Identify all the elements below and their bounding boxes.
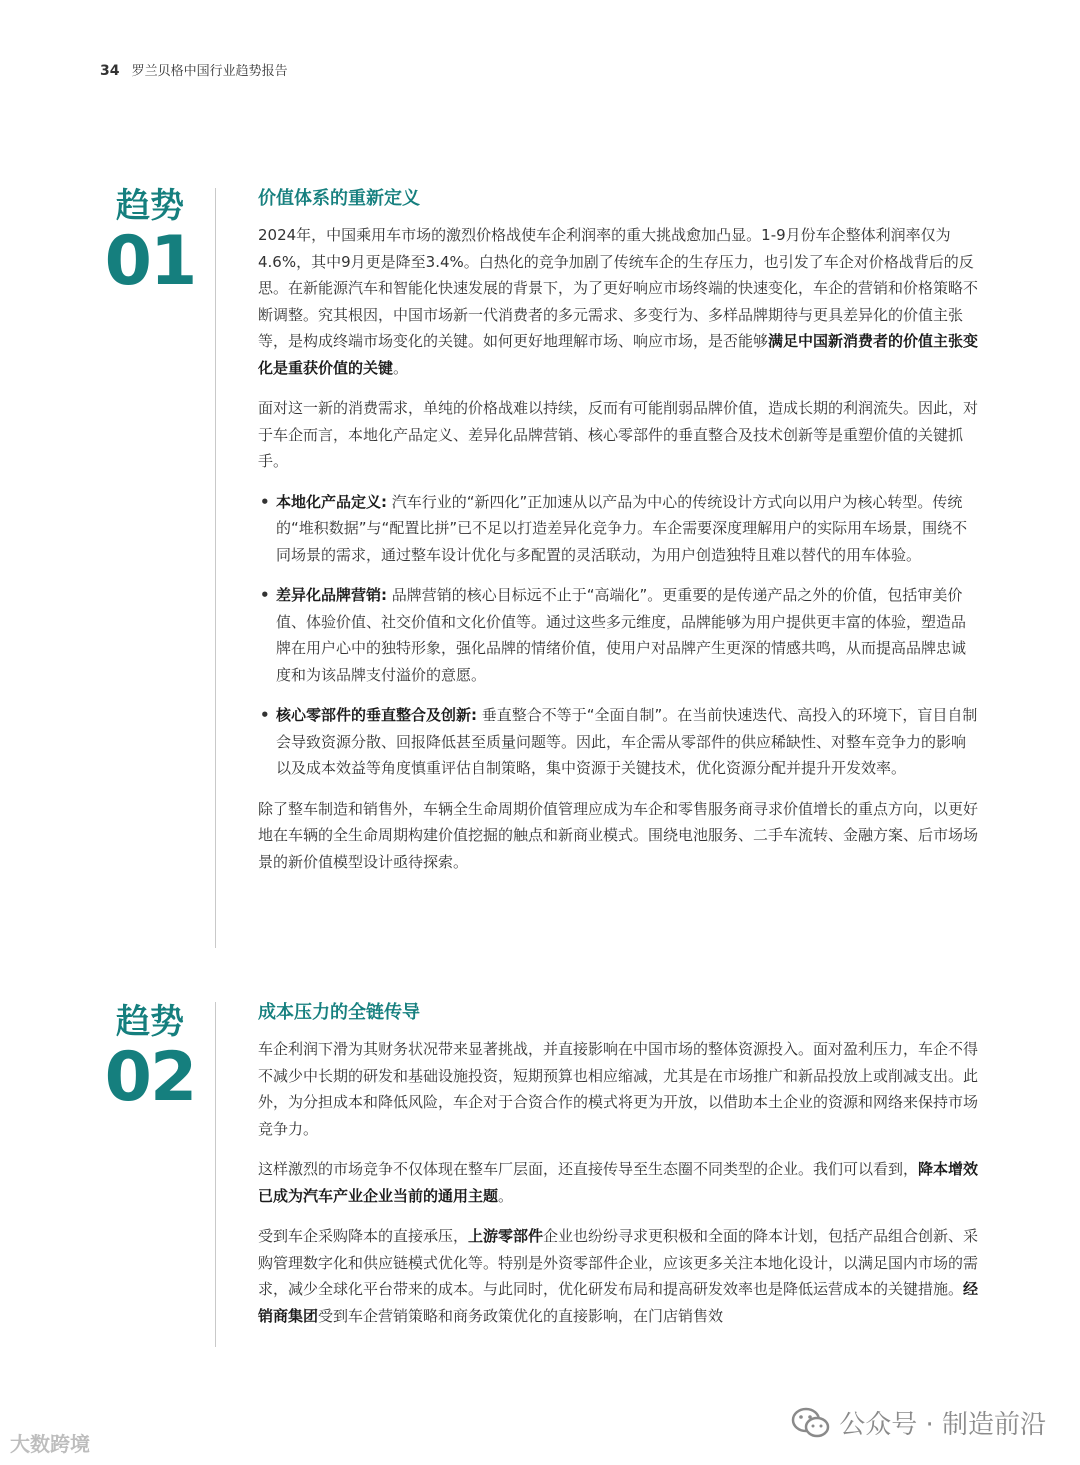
- paragraph: 这样激烈的市场竞争不仅体现在整车厂层面，还直接传导至生态圈不同类型的企业。我们可以看到，降本增效已成为汽车产业企业当前的通用主题。: [258, 1160, 979, 1205]
- watermark-corner-text: 大数跨境: [10, 1432, 90, 1456]
- bullet-list: [258, 489, 980, 782]
- trend-number: 02: [104, 1038, 196, 1117]
- trend-01-label: [100, 186, 200, 301]
- page-number: 34: [100, 63, 120, 79]
- watermark-corner: [10, 1428, 90, 1457]
- paragraph: 车企利润下滑为其财务状况带来显著挑战，并直接影响在中国市场的整体资源投入。面对盈利压力，车企不得不减少中长期的研发和基础设施投资，短期预算也相应缩减，尤其是在市场推广和新品投放上或削减支出。此外，为分担成本和降低风险，车企对于合资合作的模式将更为开放，以借助本土企业的资源和网络来保持市场竞争力。: [258, 1040, 979, 1138]
- bullet-item: • 核心零部件的垂直整合及创新: 垂直整合不等于“全面自制”。在当前快速迭代、高投入的环境下，盲目自制会导致资源分散、回报降低甚至质量问题等。因此，车企需从零部件的供应稀缺性、对整车竞争力的影响以及成本效益等角度慎重评估自制策略，集中资源于关键技术，优化资源分配并提升开发效率。: [260, 706, 978, 777]
- trend-02-section: [258, 1000, 980, 1343]
- page-header: [100, 60, 288, 79]
- report-title: 罗兰贝格中国行业趋势报告: [131, 64, 288, 79]
- paragraph: 面对这一新的消费需求，单纯的价格战难以持续，反而有可能削弱品牌价值，造成长期的利润流失。因此，对于车企而言，本地化产品定义、差异化品牌营销、核心零部件的垂直整合及技术创新等是重塑价值的关键抓手。: [258, 399, 979, 470]
- paragraph: 2024年，中国乘用车市场的激烈价格战使车企利润率的重大挑战愈加凸显。1-9月份车企整体利润率仅为4.6%，其中9月更是降至3.4%。白热化的竞争加剧了传统车企的生存压力，也引发了车企对价格战背后的反思。在新能源汽车和智能化快速发展的背景下，为了更好响应市场终端的快速变化，车企的营销和价格策略不断调整。究其根因，中国市场新一代消费者的多元需求、多变行为、多样品牌期待与更具差异化的价值主张等，是构成终端市场变化的关键。如何更好地理解市场、响应市场，是否能够满足中国新消费者的价值主张变化是重获价值的关键。: [258, 226, 979, 377]
- trend-number: 01: [104, 222, 196, 301]
- trend-02-label: [100, 1002, 200, 1117]
- bullet-item: • 本地化产品定义: 汽车行业的“新四化”正加速从以产品为中心的传统设计方式向以用户为核心转型。传统的“堆积数据”与“配置比拼”已不足以打造差异化竞争力。车企需要深度理解用户的实际用车场景，围绕不同场景的需求，通过整车设计优化与多配置的灵活联动，为用户创造独特且难以替代的用车体验。: [260, 492, 968, 564]
- wechat-icon: [791, 1407, 831, 1439]
- bullet-item: • 差异化品牌营销: 品牌营销的核心目标远不止于“高端化”。更重要的是传递产品之外的价值，包括审美价值、体验价值、社交价值和文化价值等。通过这些多元维度，品牌能够为用户提供更丰富的体验，塑造品牌在用户心中的独特形象，强化品牌的情绪价值，使用户对品牌产生更深的情感共鸣，从而提高品牌忠诚度和为该品牌支付溢价的意愿。: [260, 586, 967, 684]
- trend-word: 趋势: [116, 186, 184, 226]
- watermark-text: 公众号 · 制造前沿: [839, 1410, 1046, 1440]
- section-divider: [215, 1002, 216, 1347]
- section-heading: 成本压力的全链传导: [258, 1002, 420, 1023]
- section-heading: 价值体系的重新定义: [258, 188, 420, 209]
- watermark-wechat: [791, 1404, 1046, 1441]
- paragraph: 受到车企采购降本的直接承压，上游零部件企业也纷纷寻求更积极和全面的降本计划，包括产品组合创新、采购管理数字化和供应链模式优化等。特别是外资零部件企业，应该更多关注本地化设计，以满足国内市场的需求，减少全球化平台带来的成本。与此同时，优化研发布局和提高研发效率也是降低运营成本的关键措施。经销商集团受到车企营销策略和商务政策优化的直接影响，在门店销售效: [258, 1227, 979, 1325]
- trend-01-section: [258, 186, 980, 889]
- section-divider: [215, 188, 216, 948]
- trend-word: 趋势: [116, 1002, 184, 1042]
- paragraph: 除了整车制造和销售外，车辆全生命周期价值管理应成为车企和零售服务商寻求价值增长的重点方向，以更好地在车辆的全生命周期构建价值挖掘的触点和新商业模式。围绕电池服务、二手车流转、金融方案、后市场场景的新价值模型设计亟待探索。: [258, 799, 979, 871]
